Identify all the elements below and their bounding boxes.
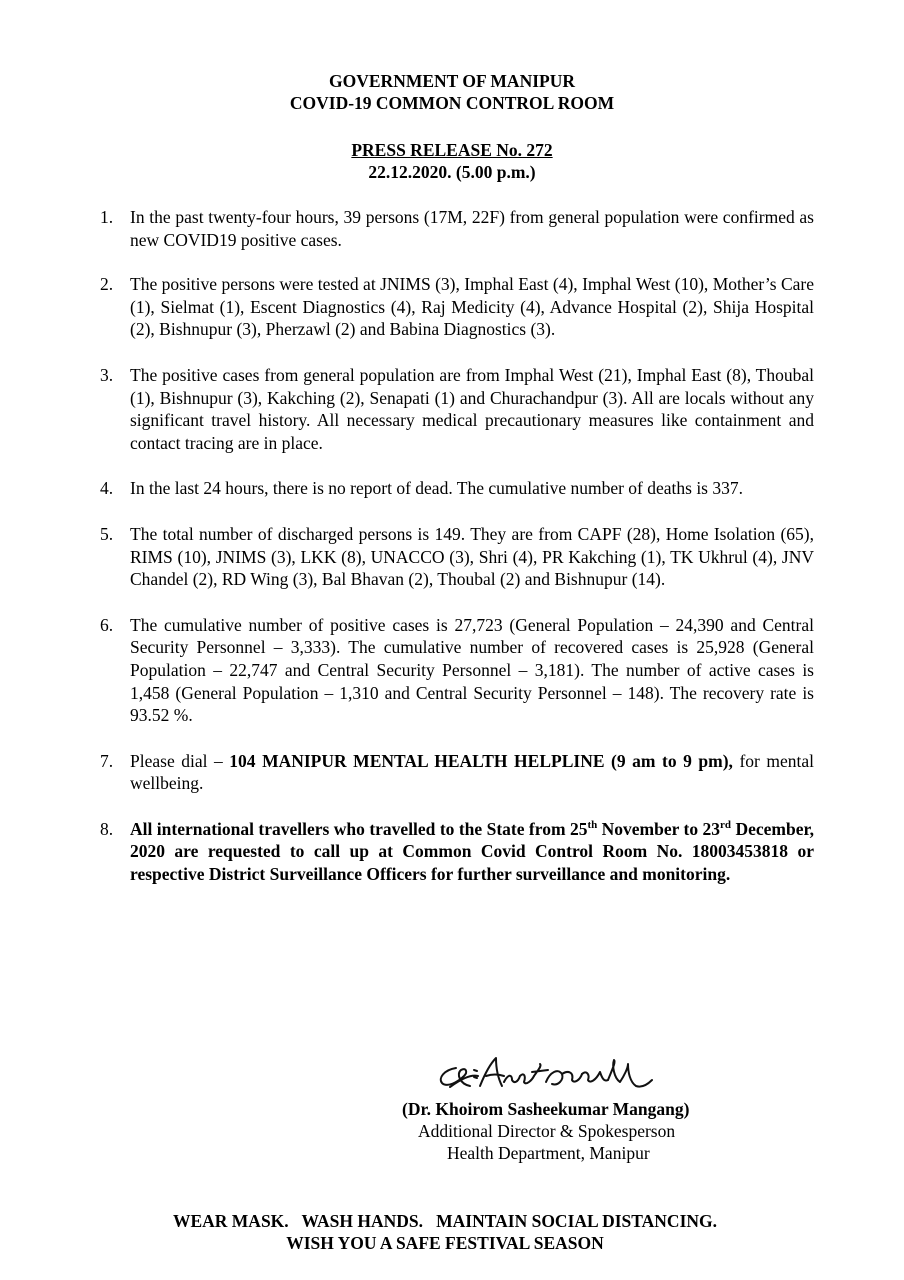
press-release-heading xyxy=(0,139,904,183)
signatory-title: Additional Director & Spokesperson xyxy=(418,1121,676,1141)
item-text: The positive persons were tested at JNIMS (3), Imphal East (4), Imphal West (10), Mother’s Care (1), Sielmat (1), Escent Diagnostics (4), Raj Medicity (4), Advance Hospital (2), Shija Hospital (2), Bishnupur (3), Pherzawl (2) and Babina Diagnostics (3). xyxy=(130,274,814,340)
item-number: 7. xyxy=(100,750,114,771)
list-item xyxy=(100,364,814,454)
item-text: In the last 24 hours, there is no report of dead. The cumulative number of deaths is 337. xyxy=(130,478,743,499)
ordinal-suffix: th xyxy=(587,818,598,831)
control-room-title: COVID-19 COMMON CONTROL ROOM xyxy=(289,93,615,113)
item-text: The cumulative number of positive cases is 27,723 (General Population – 24,390 and Central Security Personnel – 3,333). The cumulative number of recovered cases is 25,928 (General Population – 22,747 and Central Security Personnel – 3,181). The number of active cases is 1,458 (General Population – 1,310 and Central Security Personnel – 148). The recovery rate is 93.52 %. xyxy=(130,614,814,726)
ordinal-suffix: rd xyxy=(720,818,732,831)
item-number: 5. xyxy=(100,523,114,544)
list-item xyxy=(100,818,814,886)
item-number: 2. xyxy=(100,274,114,295)
press-release-items xyxy=(100,206,814,886)
list-item xyxy=(100,523,814,591)
footer-slogan xyxy=(0,1210,890,1254)
list-item xyxy=(100,750,814,795)
item-text: The positive cases from general population are from Imphal West (21), Imphal East (8), Thoubal (1), Bishnupur (3), Kakching (2), Senapati (1) and Churachandpur (3). All are locals without any significant travel history. All necessary medical precautionary measures like containment and contact tracing are in place. xyxy=(130,364,814,453)
document-header xyxy=(0,70,904,114)
signatory-name: (Dr. Khoirom Sasheekumar Mangang) xyxy=(402,1099,690,1119)
govt-title: GOVERNMENT OF MANIPUR xyxy=(329,71,575,91)
press-release-date: 22.12.2020. (5.00 p.m.) xyxy=(368,162,536,182)
item-number: 4. xyxy=(100,478,114,499)
item-number: 6. xyxy=(100,614,114,635)
list-item xyxy=(100,206,814,251)
signatory-department: Health Department, Manipur xyxy=(447,1143,650,1163)
item-text: for mental wellbeing. xyxy=(130,750,814,794)
item-text: The total number of discharged persons is 149. They are from CAPF (28), Home Isolation (65), RIMS (10), JNIMS (3), LKK (8), UNACCO (3), Shri (4), PR Kakching (1), TK Ukhrul (4), JNV Chandel (2), RD Wing (3), Bal Bhavan (2), Thoubal (2) and Bishnupur (14). xyxy=(130,523,814,590)
item-text: In the past twenty-four hours, 39 persons (17M, 22F) from general population were confirmed as new COVID19 positive cases. xyxy=(130,207,814,250)
item-text: December, 2020 are requested to call up at Common Covid Control Room No. 18003453818 or respective District Surveillance Officers for further surveillance and monitoring. xyxy=(130,818,814,885)
footer-line-2: WISH YOU A SAFE FESTIVAL SEASON xyxy=(286,1233,604,1253)
item-text: Please dial – xyxy=(130,750,230,771)
footer-line-1: WEAR MASK. WASH HANDS. MAINTAIN SOCIAL DISTANCING. xyxy=(172,1211,718,1231)
item-text: November to 23 xyxy=(597,818,721,839)
item-number: 1. xyxy=(100,207,114,227)
item-number: 3. xyxy=(100,364,114,385)
list-item xyxy=(100,614,814,727)
handwritten-signature xyxy=(430,1052,660,1097)
item-number: 8. xyxy=(100,818,114,839)
list-item xyxy=(100,273,814,341)
list-item xyxy=(100,477,814,500)
item-text: All international travellers who travelled to the State from 25 xyxy=(130,818,588,839)
press-release-number: PRESS RELEASE No. 272 xyxy=(351,140,553,160)
helpline-text: 104 MANIPUR MENTAL HEALTH HELPLINE (9 am to 9 pm), xyxy=(229,750,733,771)
